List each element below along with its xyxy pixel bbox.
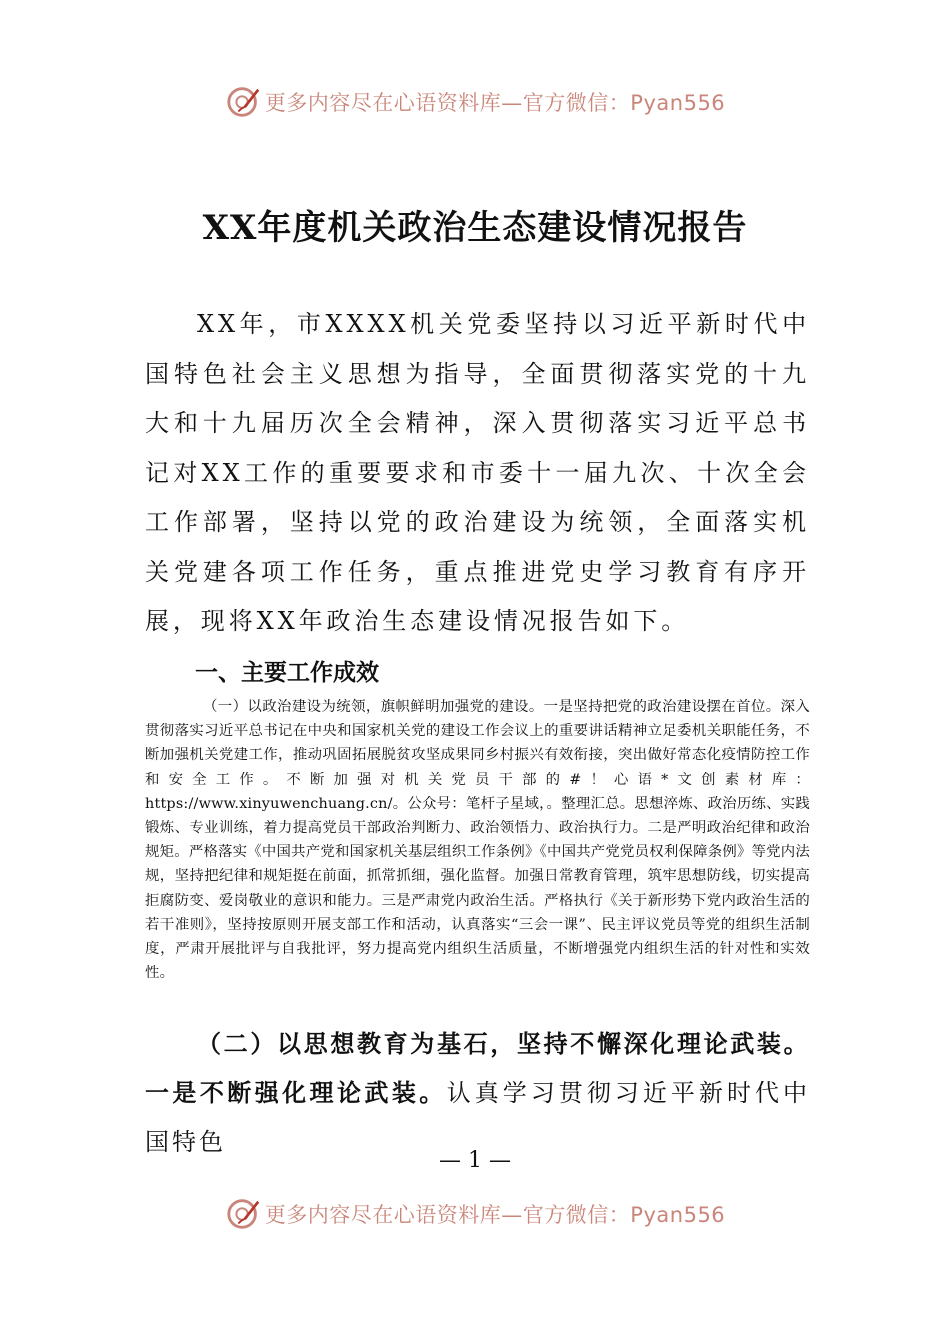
section2-paragraph xyxy=(145,1020,810,1167)
banner-text: 更多内容尽在心语资料库—官方微信：Pyan556 xyxy=(264,1203,726,1227)
page-number: — 1 — xyxy=(439,1148,511,1173)
section2-bold-lead: （二）以思想教育为基石，坚持不懈深化理论武装。一是不断强化理论武装。 xyxy=(145,1030,810,1107)
intro-paragraph: XX年，市XXXX机关党委坚持以习近平新时代中国特色社会主义思想为指导，全面贯彻落实党的十九大和十九届历次全会精神，深入贯彻落实习近平总书记对XX工作的重要要求和市委十一届九次、十次全会工作部署，坚持以党的政治建设为统领，全面落实机关党建各项工作任务，重点推进党史学习教育有序开展，现将XX年政治生态建设情况报告如下。 xyxy=(145,310,810,635)
header-watermark-banner xyxy=(0,80,950,124)
section2-text: 认真学习贯彻习近平新时代中国特色 xyxy=(145,1079,810,1156)
banner-text: 更多内容尽在心语资料库—官方微信：Pyan556 xyxy=(264,91,726,115)
brush-logo-icon xyxy=(225,83,263,121)
document-title: XX年度机关政治生态建设情况报告 xyxy=(202,208,748,248)
section1-body-paragraph: （一）以政治建设为统领，旗帜鲜明加强党的建设。一是坚持把党的政治建设摆在首位。深入贯彻落实习近平总书记在中央和国家机关党的建设工作会议上的重要讲话精神立足委机关职能任务，不断加强机关党建工作，推动巩固拓展脱贫攻坚成果同乡村振兴有效衔接，突出做好常态化疫情防控工作和安全工作。不断加强对机关党员干部的#！心语*文创素材库：https://www.xinyuwenchuang.cn/。公众号：笔杆子星域，。整理汇总。思想淬炼、政治历练、实践锻炼、专业训练，着力提高党员干部政治判断力、政治领悟力、政治执行力。二是严明政治纪律和政治规矩。严格落实《中国共产党和国家机关基层组织工作条例》《中国共产党党员权利保障条例》等党内法规，坚持把纪律和规矩挺在前面，抓常抓细，强化监督。加强日常教育管理，筑牢思想防线，切实提高拒腐防变、爱岗敬业的意识和能力。三是严肃党内政治生活。严格执行《关于新形势下党内政治生活的若干准则》，坚持按原则开展支部工作和活动，认真落实“三会一课”、民主评议党员等党的组织生活制度，严肃开展批评与自我批评，努力提高党内组织生活质量，不断增强党内组织生活的针对性和实效性。 xyxy=(145,699,810,982)
brush-logo-icon xyxy=(225,1195,263,1233)
section-heading-1: 一、主要工作成效 xyxy=(195,660,379,686)
footer-watermark-banner xyxy=(0,1192,950,1236)
